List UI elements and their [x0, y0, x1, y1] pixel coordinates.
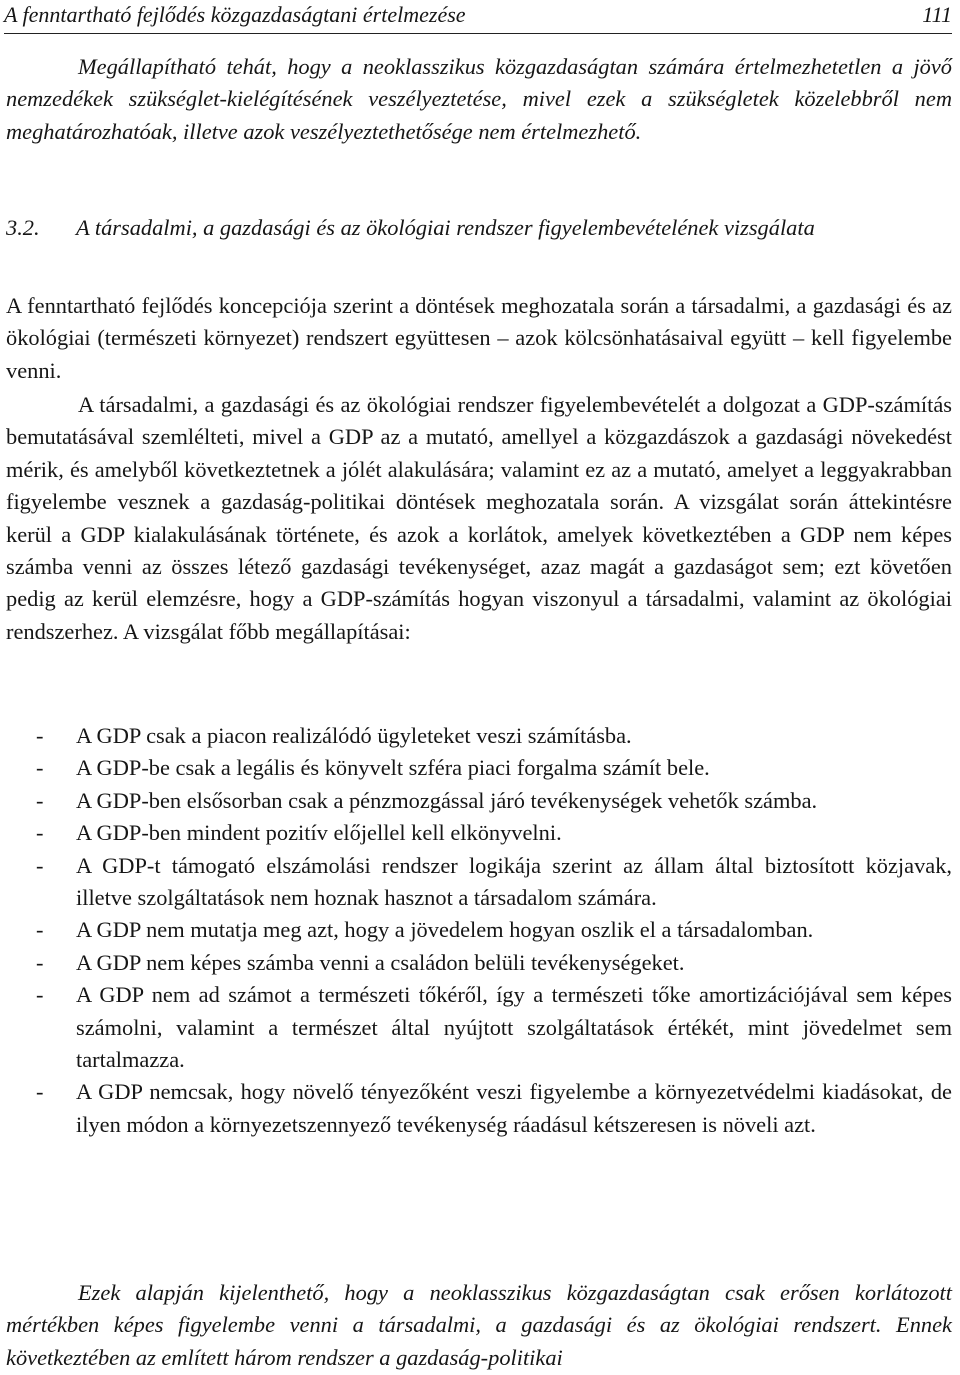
- list-item-text: A GDP nem ad számot a természeti tőkéről, így a természeti tőke amortizációjával sem képes számolni, valamint a természet által nyújtott szolgáltatások értékét, mint jövedelmet sem tartalmazza.: [76, 982, 952, 1073]
- section-number: 3.2.: [6, 215, 40, 240]
- list-item: [6, 850, 952, 915]
- list-item: [6, 785, 952, 817]
- list-item-text: A GDP nem mutatja meg azt, hogy a jövedelem hogyan oszlik el a társadalomban.: [76, 917, 814, 943]
- list-item-text: A GDP-ben mindent pozitív előjellel kell elkönyvelni.: [76, 820, 562, 846]
- page-number: 111: [922, 2, 952, 27]
- bullet-dash: -: [36, 949, 44, 975]
- list-item-text: A GDP-t támogató elszámolási rendszer logikája szerint az állam által biztosított közjavak, illetve szolgáltatások nem hoznak hasznot a társadalom számára.: [76, 852, 952, 911]
- bullet-dash: -: [36, 755, 44, 781]
- section-title: A társadalmi, a gazdasági és az ökológiai rendszer figyelembevételének vizsgálata: [76, 215, 815, 240]
- list-item-text: A GDP csak a piacon realizálódó ügyleteket veszi számításba.: [76, 723, 632, 748]
- body-paragraph-1: A fenntartható fejlődés koncepciója szerint a döntések meghozatala során a társadalmi, a gazdasági és az ökológiai (természeti környezet) rendszert együttesen – azok kölcsönhatásaival együtt – kell figyelembe venni.: [6, 293, 952, 383]
- list-item-text: A GDP-ben elsősorban csak a pénzmozgással járó tevékenységek vehetők számba.: [76, 787, 818, 813]
- list-item-text: A GDP nemcsak, hogy növelő tényezőként veszi figyelembe a környezetvédelmi kiadásokat, de ilyen módon a környezetszennyező tevékenység ráadásul kétszeresen is növeli azt.: [76, 1079, 952, 1137]
- findings-list: [6, 720, 952, 1141]
- bullet-dash: -: [36, 982, 44, 1008]
- running-header-title: A fenntartható fejlődés közgazdaságtani értelmezése: [4, 2, 466, 27]
- body-paragraph-2: A társadalmi, a gazdasági és az ökológiai rendszer figyelembevételét a dolgozat a GDP-számítás bemutatásával szemlélteti, mivel a GDP az a mutató, amellyel a közgazdászok a gazdasági növekedést mérik, és amelyből következtetnek a jólét alakulására; valamint ez az a mutató, amelyet a leggyakrabban figyelembe vesznek a gazdaság-politikai döntések meghozatala során. A vizsgálat során áttekintésre kerül a GDP kialakulásának története, és azok a korlátok, amelyek következtében a GDP nem képes számba venni az összes létező gazdasági tevékenységet, azaz magát a gazdaságot sem; ezt követően pedig az kerül elemzésre, hogy a GDP-számítás hogyan viszonyul a társadalmi, valamint az ökológiai rendszerhez. A vizsgálat főbb megállapításai:: [6, 392, 952, 644]
- section-heading: [6, 212, 952, 243]
- list-item-text: A GDP-be csak a legális és könyvelt szféra piaci forgalma számít bele.: [76, 755, 710, 781]
- list-item: [6, 947, 952, 979]
- bullet-dash: -: [36, 787, 44, 813]
- list-item: [6, 720, 952, 752]
- bullet-dash: -: [36, 820, 44, 846]
- list-item-text: A GDP nem képes számba venni a családon belüli tevékenységeket.: [76, 949, 685, 975]
- intro-paragraph: Megállapítható tehát, hogy a neoklasszikus közgazdaságtan számára értelmezhetetlen a jövő nemzedékek szükséglet-kielégítésének veszélyeztetése, mivel ezek a szükségletek közelebbről nem meghatározhatóak, illetve azok veszélyeztethetősége nem értelmezhető.: [6, 54, 952, 144]
- list-item: [6, 1076, 952, 1141]
- list-item: [6, 979, 952, 1076]
- list-item: [6, 752, 952, 784]
- running-header: [4, 0, 952, 34]
- conclusion-paragraph: Ezek alapján kijelenthető, hogy a neoklasszikus közgazdaságtan csak erősen korlátozott mértékben képes figyelembe venni a társadalmi, a gazdasági és az ökológiai rendszert. Ennek következtében az említett három rendszer a gazdaság-politikai: [6, 1280, 952, 1370]
- bullet-dash: -: [36, 723, 44, 748]
- bullet-dash: -: [36, 852, 44, 878]
- list-item: [6, 817, 952, 849]
- list-item: [6, 914, 952, 946]
- bullet-dash: -: [36, 917, 44, 943]
- bullet-dash: -: [36, 1079, 44, 1105]
